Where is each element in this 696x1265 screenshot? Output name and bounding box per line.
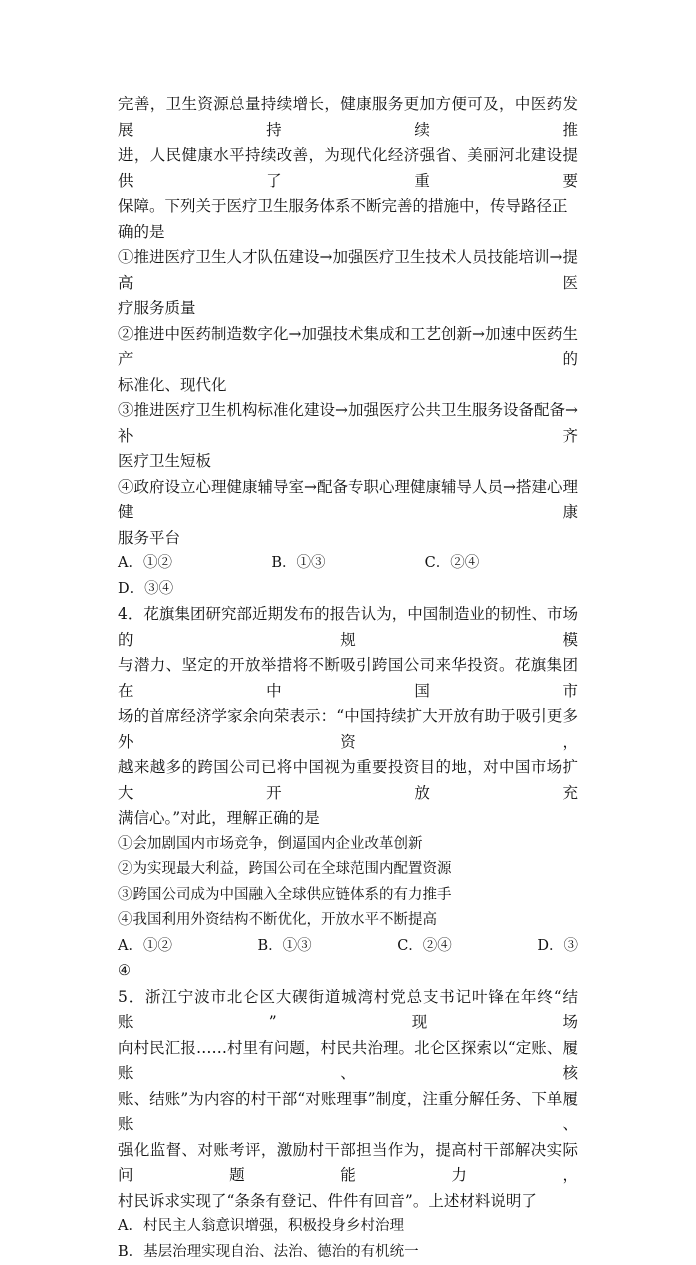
q3-item-3-cont: 医疗卫生短板 bbox=[118, 449, 578, 475]
q4-option-c: C．②④ bbox=[397, 934, 452, 960]
q4-options bbox=[118, 934, 578, 960]
q3-option-c: C．②④ bbox=[425, 551, 578, 577]
q4-items bbox=[118, 832, 578, 934]
q3-item-2: ②推进中医药制造数字化→加强技术集成和工艺创新→加速中医药生产的 bbox=[118, 322, 578, 373]
exam-page bbox=[118, 92, 578, 1265]
q3-items bbox=[118, 245, 578, 551]
q4-stem-line: 4．花旗集团研究部近期发布的报告认为，中国制造业的韧性、市场的规模 bbox=[118, 602, 578, 653]
q3-item-4: ④政府设立心理健康辅导室→配备专职心理健康辅导人员→搭建心理健康 bbox=[118, 475, 578, 526]
q5-stem-line: 村民诉求实现了“条条有登记、件件有回音”。上述材料说明了 bbox=[118, 1189, 578, 1215]
q4-item-2: ②为实现最大利益，跨国公司在全球范围内配置资源 bbox=[118, 857, 578, 883]
q5-stem-line: 账、结账”为内容的村干部“对账理事”制度，注重分解任务、下单履账、 bbox=[118, 1087, 578, 1138]
q3-options bbox=[118, 551, 578, 577]
q5-option-b: B．基层治理实现自治、法治、德治的有机统一 bbox=[118, 1240, 578, 1265]
q4-stem bbox=[118, 602, 578, 832]
q5-stem bbox=[118, 985, 578, 1215]
q3-item-1: ①推进医疗卫生人才队伍建设→加强医疗卫生技术人员技能培训→提高医 bbox=[118, 245, 578, 296]
q5-options bbox=[118, 1214, 578, 1265]
q3-item-3: ③推进医疗卫生机构标准化建设→加强医疗公共卫生服务设备配备→补齐 bbox=[118, 398, 578, 449]
q4-item-3: ③跨国公司成为中国融入全球供应链体系的有力推手 bbox=[118, 883, 578, 909]
q4-stem-line: 满信心。”对此，理解正确的是 bbox=[118, 806, 578, 832]
q4-option-b: B．①③ bbox=[258, 934, 312, 960]
q3-option-a: A．①② bbox=[118, 551, 271, 577]
q4-option-a: A．①② bbox=[118, 934, 172, 960]
q4-option-d-wrap: ④ bbox=[118, 959, 578, 985]
q3-stem-line: 完善，卫生资源总量持续增长，健康服务更加方便可及，中医药发展持续推 bbox=[118, 92, 578, 143]
q4-item-1: ①会加剧国内市场竞争，倒逼国内企业改革创新 bbox=[118, 832, 578, 858]
q5-stem-line: 向村民汇报……村里有问题，村民共治理。北仑区探索以“定账、履账、核 bbox=[118, 1036, 578, 1087]
q4-stem-line: 越来越多的跨国公司已将中国视为重要投资目的地，对中国市场扩大开放充 bbox=[118, 755, 578, 806]
q3-stem-line: 进，人民健康水平持续改善，为现代化经济强省、美丽河北建设提供了重要 bbox=[118, 143, 578, 194]
q3-item-1-cont: 疗服务质量 bbox=[118, 296, 578, 322]
q3-option-d: D．③④ bbox=[118, 577, 578, 603]
q3-stem-line: 保障。下列关于医疗卫生服务体系不断完善的措施中，传导路径正确的是 bbox=[118, 194, 578, 245]
q4-option-d: D．③ bbox=[537, 934, 578, 960]
q5-stem-line: 5．浙江宁波市北仑区大碶街道城湾村党总支书记叶锋在年终“结账”现场 bbox=[118, 985, 578, 1036]
q4-stem-line: 场的首席经济学家余向荣表示：“中国持续扩大开放有助于吸引更多外资， bbox=[118, 704, 578, 755]
q4-stem-line: 与潜力、坚定的开放举措将不断吸引跨国公司来华投资。花旗集团在中国市 bbox=[118, 653, 578, 704]
q3-stem bbox=[118, 92, 578, 245]
q3-item-2-cont: 标准化、现代化 bbox=[118, 373, 578, 399]
q5-option-a: A．村民主人翁意识增强，积极投身乡村治理 bbox=[118, 1214, 578, 1240]
q4-item-4: ④我国利用外资结构不断优化，开放水平不断提高 bbox=[118, 908, 578, 934]
q5-stem-line: 强化监督、对账考评，激励村干部担当作为，提高村干部解决实际问题能力， bbox=[118, 1138, 578, 1189]
q3-item-4-cont: 服务平台 bbox=[118, 526, 578, 552]
q3-option-b: B．①③ bbox=[271, 551, 424, 577]
